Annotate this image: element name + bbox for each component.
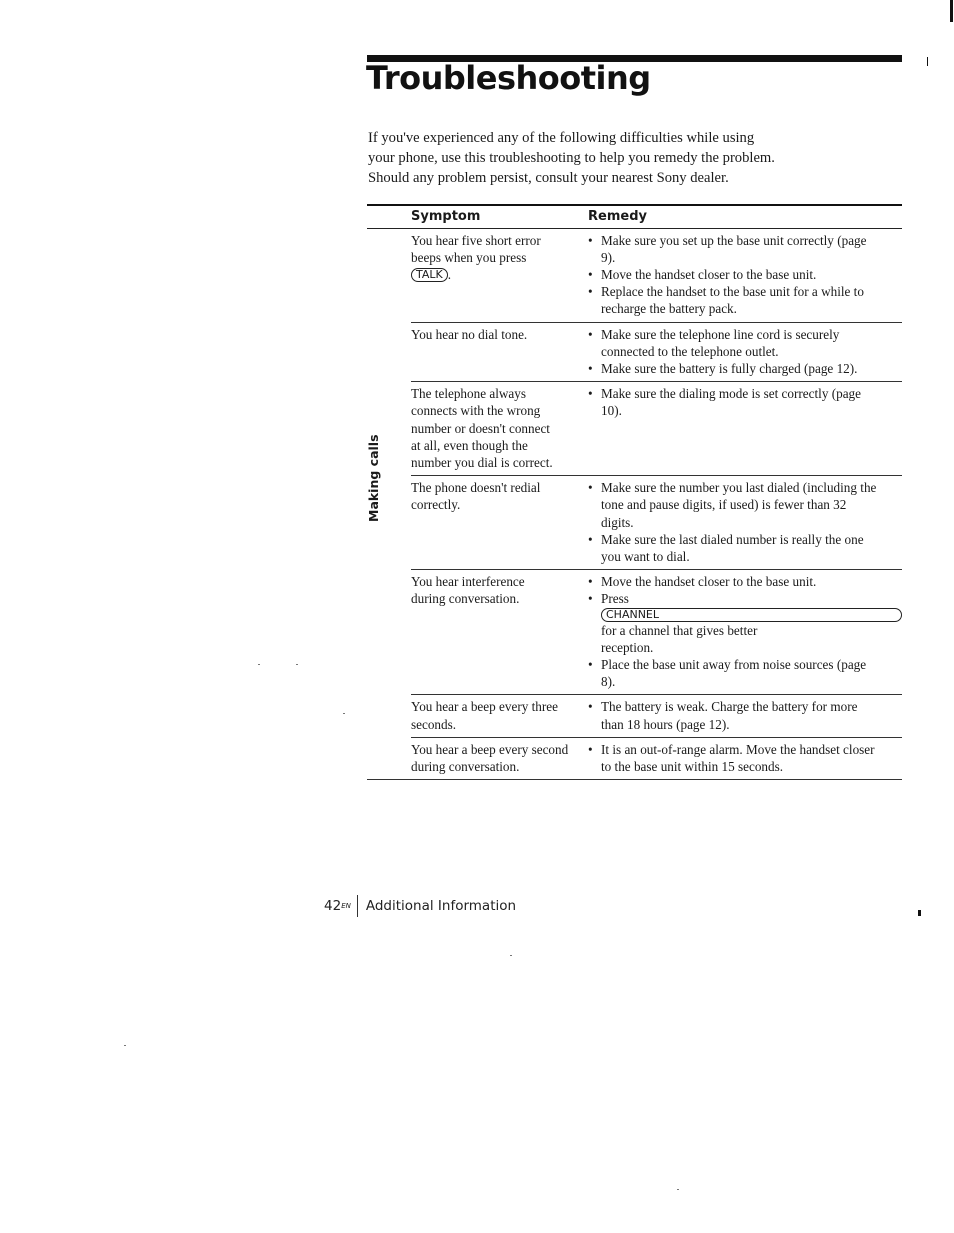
remedy-item: • Make sure the telephone line cord is securely connected to the telephone outlet. (588, 326, 902, 360)
remedy-item: • Make sure the number you last dialed (including the tone and pause digits, if used) is fewer than 32 digits. (588, 479, 902, 531)
symptom-cell (411, 476, 588, 569)
remedy-cell (588, 323, 902, 382)
table-row (411, 229, 902, 323)
remedy-cell (588, 382, 902, 475)
table-row (367, 738, 902, 780)
page-edge-mark (927, 57, 928, 66)
talk-key-icon: TALK (411, 268, 448, 282)
scan-speck (296, 664, 298, 665)
page-edge-mark (918, 910, 921, 916)
intro-paragraph (368, 128, 828, 188)
channel-key-icon: CHANNEL (601, 608, 902, 622)
symptom-line: You hear interference (411, 574, 525, 590)
scan-speck (258, 664, 260, 665)
symptom-line: The phone doesn't redial (411, 480, 541, 496)
remedy-cell (588, 476, 902, 569)
symptom-line: The telephone always (411, 386, 526, 402)
symptom-cell (411, 695, 588, 736)
remedy-item: • Place the base unit away from noise sources (page 8). (588, 656, 902, 690)
symptom-line: during conversation. (411, 591, 520, 607)
table-row (411, 570, 902, 695)
symptom-line: You hear five short error (411, 232, 541, 248)
table-header (367, 206, 902, 229)
symptom-cell (411, 323, 588, 382)
table-row (411, 323, 902, 383)
header-remedy: Remedy (588, 208, 647, 224)
symptom-cell (411, 229, 588, 322)
table-row (411, 476, 902, 570)
symptom-line: You hear no dial tone. (411, 326, 528, 342)
scan-speck (677, 1189, 679, 1190)
symptom-line: during conversation. (411, 758, 520, 774)
footer-section: Additional Information (365, 898, 517, 914)
page-number: 42 (324, 898, 342, 914)
remedy-item: • Replace the handset to the base unit for a while to recharge the battery pack. (588, 283, 902, 317)
page-edge-mark (950, 0, 953, 22)
remedy-cell (588, 695, 902, 736)
side-section-label: Making calls (366, 434, 381, 522)
remedy-cell (588, 738, 902, 779)
symptom-cell (411, 570, 588, 694)
scan-speck (510, 955, 512, 956)
remedy-item: • The battery is weak. Charge the battery for more than 18 hours (page 12). (588, 698, 902, 732)
footer-divider (357, 895, 358, 917)
symptom-line: You hear a beep every three (411, 699, 558, 715)
header-symptom: Symptom (411, 208, 481, 224)
symptom-line: connects with the wrong (411, 403, 541, 419)
intro-line: Should any problem persist, consult your nearest Sony dealer. (368, 170, 729, 186)
remedy-item: • Press CHANNEL for a channel that gives better reception. (588, 590, 902, 656)
page-suffix: EN (341, 902, 351, 910)
page-footer (324, 895, 516, 917)
symptom-line (411, 266, 588, 283)
remedy-item: • Make sure the last dialed number is really the one you want to dial. (588, 531, 902, 565)
scan-speck (124, 1045, 126, 1046)
symptom-punct: . (447, 266, 452, 282)
table-row (411, 382, 902, 476)
remedy-item: • It is an out-of-range alarm. Move the handset closer to the base unit within 15 seconds. (588, 741, 902, 775)
symptom-line: seconds. (411, 716, 457, 732)
remedy-item: • Move the handset closer to the base unit. (588, 573, 902, 590)
symptom-line: You hear a beep every second (411, 741, 569, 757)
remedy-item: • Move the handset closer to the base unit. (588, 266, 902, 283)
intro-line: your phone, use this troubleshooting to help you remedy the problem. (368, 150, 775, 166)
intro-line: If you've experienced any of the following difficulties while using (368, 130, 755, 146)
page-title: Troubleshooting (366, 59, 651, 97)
symptom-cell (411, 382, 588, 475)
scan-speck (343, 713, 345, 714)
troubleshooting-table (367, 204, 902, 780)
symptom-line: beeps when you press (411, 249, 527, 265)
remedy-item: • Make sure the dialing mode is set correctly (page 10). (588, 385, 902, 419)
remedy-item: • Make sure you set up the base unit correctly (page 9). (588, 232, 902, 266)
symptom-line: at all, even though the (411, 437, 528, 453)
remedy-cell (588, 570, 902, 694)
table-row (411, 695, 902, 737)
symptom-line: correctly. (411, 497, 461, 513)
symptom-line: number you dial is correct. (411, 454, 553, 470)
symptom-cell (411, 738, 588, 779)
remedy-cell (588, 229, 902, 322)
symptom-line: number or doesn't connect (411, 420, 550, 436)
remedy-item: • Make sure the battery is fully charged (page 12). (588, 360, 902, 377)
